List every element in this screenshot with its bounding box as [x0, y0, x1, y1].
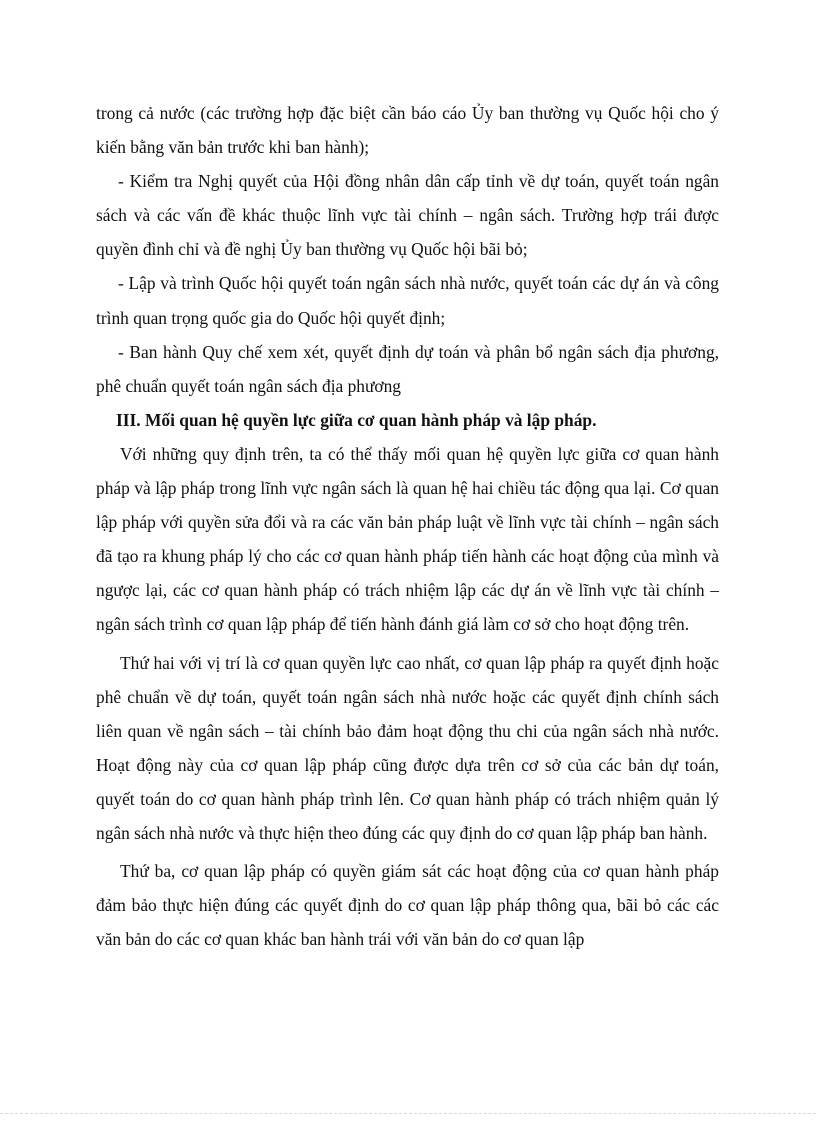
document-body: [96, 96, 719, 956]
body-paragraph-1: Với những quy định trên, ta có thể thấy mối quan hệ quyền lực giữa cơ quan hành pháp và lập pháp trong lĩnh vực ngân sách là quan hệ hai chiều tác động qua lại. Cơ quan lập pháp với quyền sửa đổi và ra các văn bản pháp luật về lĩnh vực tài chính – ngân sách đã tạo ra khung pháp lý cho các cơ quan hành pháp tiến hành các hoạt động của mình và ngược lại, các cơ quan hành pháp có trách nhiệm lập các dự án về lĩnh vực tài chính – ngân sách trình cơ quan lập pháp để tiến hành đánh giá làm cơ sở cho hoạt động trên.: [96, 443, 719, 635]
bullet-submit-settlement: - Lập và trình Quốc hội quyết toán ngân sách nhà nước, quyết toán các dự án và công trình quan trọng quốc gia do Quốc hội quyết định;: [96, 273, 719, 328]
paragraph-continuation: trong cả nước (các trường hợp đặc biệt cần báo cáo Ủy ban thường vụ Quốc hội cho ý kiến bằng văn bản trước khi ban hành);: [96, 103, 719, 158]
body-paragraph-3: Thứ ba, cơ quan lập pháp có quyền giám sát các hoạt động của cơ quan hành pháp đảm bảo thực hiện đúng các quyết định do cơ quan lập pháp thông qua, bãi bỏ các các văn bản do các cơ quan khác ban hành trái với văn bản do cơ quan lập: [96, 861, 719, 950]
body-paragraph-2: Thứ hai với vị trí là cơ quan quyền lực cao nhất, cơ quan lập pháp ra quyết định hoặc phê chuẩn về dự toán, quyết toán ngân sách nhà nước hoặc các quyết định chính sách liên quan về ngân sách – tài chính bảo đảm hoạt động thu chi của ngân sách nhà nước. Hoạt động này của cơ quan lập pháp cũng được dựa trên cơ sở của các bản dự toán, quyết toán do cơ quan hành pháp trình lên. Cơ quan hành pháp có trách nhiệm quản lý ngân sách nhà nước và thực hiện theo đúng các quy định do cơ quan lập pháp ban hành.: [96, 652, 719, 843]
bullet-inspect-resolution: - Kiểm tra Nghị quyết của Hội đồng nhân dân cấp tỉnh về dự toán, quyết toán ngân sách và các vấn đề khác thuộc lĩnh vực tài chính – ngân sách. Trường hợp trái được quyền đình chỉ và đề nghị Ủy ban thường vụ Quốc hội bãi bỏ;: [96, 171, 719, 260]
page-bottom-border: [0, 1113, 816, 1114]
bullet-issue-regulation: - Ban hành Quy chế xem xét, quyết định dự toán và phân bổ ngân sách địa phương, phê chuẩn quyết toán ngân sách địa phương: [96, 341, 719, 396]
section-heading: III. Mối quan hệ quyền lực giữa cơ quan hành pháp và lập pháp.: [116, 409, 597, 430]
